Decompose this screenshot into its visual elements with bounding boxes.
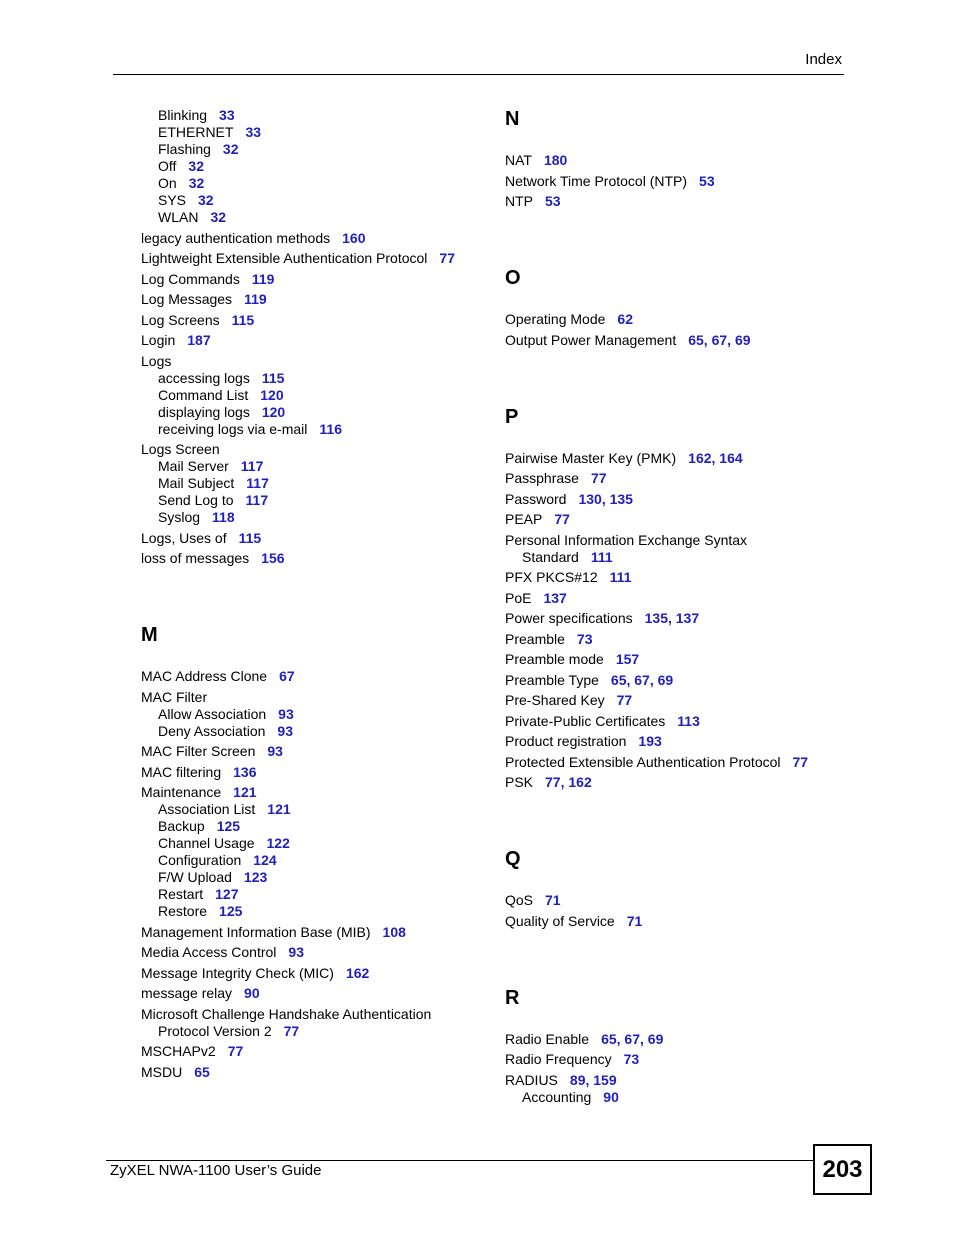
index-term: On	[158, 175, 177, 191]
page-reference-link[interactable]: 159	[593, 1071, 617, 1088]
index-entry	[141, 230, 491, 247]
index-term: Flashing	[158, 141, 211, 157]
footer-rule	[106, 1160, 815, 1161]
index-entry	[505, 913, 845, 930]
page-reference-link[interactable]: 73	[623, 1051, 640, 1067]
page-reference-link[interactable]: 117	[245, 492, 269, 508]
index-entry: Power specifications 135, 137	[505, 610, 700, 626]
index-subentry	[141, 706, 491, 723]
header-rule	[113, 74, 844, 75]
page-reference-link[interactable]: 127	[215, 886, 239, 902]
index-entry: Radio Enable 65, 67, 69	[505, 1030, 664, 1047]
page-reference-link[interactable]: 93	[288, 944, 304, 960]
index-subentry	[141, 1023, 491, 1040]
index-entry	[141, 1043, 491, 1060]
page-reference-link[interactable]: 119	[251, 270, 275, 287]
index-entry	[505, 651, 845, 668]
index-subentry	[141, 852, 491, 869]
index-entry	[505, 733, 845, 750]
index-entry	[141, 985, 491, 1002]
index-term: Allow Association	[158, 705, 267, 722]
index-term: Backup	[158, 818, 205, 834]
page-reference-link[interactable]: 162	[568, 774, 592, 790]
page-reference-link[interactable]: 32	[222, 141, 239, 157]
page-number-box	[813, 1144, 872, 1195]
index-term: Restore	[158, 903, 208, 919]
index-subentry	[141, 192, 491, 209]
index-term: Mail Subject	[158, 475, 235, 491]
index-term: Log Commands	[141, 270, 240, 287]
index-term: Preamble mode	[505, 651, 604, 667]
page-reference-link[interactable]: 65	[194, 1063, 210, 1080]
index-entry: PSK 77, 162	[505, 774, 592, 790]
index-term: Private-Public Certificates	[505, 712, 666, 729]
page-reference-link[interactable]: 160	[342, 229, 366, 246]
index-term: Deny Association	[158, 722, 266, 739]
page-reference-link[interactable]: 53	[545, 193, 561, 209]
page-reference-link[interactable]: 187	[187, 332, 211, 348]
index-subentry	[505, 549, 845, 566]
index-term: ETHERNET	[158, 124, 234, 140]
page-reference-link[interactable]: 113	[677, 712, 700, 729]
page-reference-link[interactable]: 125	[219, 903, 243, 919]
page-reference-link[interactable]: 123	[243, 869, 268, 885]
index-term: Syslog	[158, 509, 201, 525]
index-entry	[505, 1051, 845, 1068]
index-term: Preamble	[505, 630, 565, 647]
page-reference-link[interactable]: 115	[261, 369, 285, 386]
index-term: Pairwise Master Key (PMK)	[505, 449, 677, 466]
index-term: legacy authentication methods	[141, 229, 331, 246]
index-entry	[141, 550, 491, 567]
page-reference-link[interactable]: 193	[638, 733, 662, 749]
index-subentry	[141, 509, 491, 526]
index-term: Product registration	[505, 733, 627, 749]
page-reference-link[interactable]: 137	[675, 610, 700, 626]
index-term: RADIUS	[505, 1071, 558, 1088]
index-term: Network Time Protocol (NTP)	[505, 172, 688, 189]
index-entry	[505, 470, 845, 487]
index-entry	[505, 511, 845, 528]
index-entry	[141, 784, 491, 801]
index-term: loss of messages	[141, 550, 250, 566]
index-term: Radio Frequency	[505, 1051, 612, 1067]
index-entry	[141, 668, 491, 685]
index-entry	[505, 754, 845, 771]
page-number: 203	[822, 1155, 863, 1183]
index-term: Mail Server	[158, 458, 229, 474]
index-term: Send Log to	[158, 492, 234, 508]
page-reference-link[interactable]: 93	[278, 705, 294, 722]
index-entry	[141, 689, 491, 706]
page-reference-link[interactable]: 117	[246, 475, 269, 491]
page-reference-link[interactable]: 69	[647, 1030, 664, 1047]
index-entry: Password 130, 135	[505, 490, 633, 507]
index-term: Radio Enable	[505, 1030, 590, 1047]
index-subentry	[141, 458, 491, 475]
page-reference-link[interactable]: 53	[699, 172, 715, 189]
page-reference-link[interactable]: 33	[245, 124, 262, 140]
page-reference-link[interactable]: 180	[543, 152, 568, 168]
page-reference-link[interactable]: 162	[345, 964, 370, 981]
page-reference-link[interactable]: 162	[688, 449, 712, 466]
index-subentry	[141, 421, 491, 438]
index-term: Logs, Uses of	[141, 529, 227, 546]
index-subentry	[141, 492, 491, 509]
index-term: Blinking	[158, 107, 208, 123]
index-term: Configuration	[158, 852, 242, 868]
page-reference-link[interactable]: 73	[576, 630, 593, 647]
index-term: NTP	[505, 193, 533, 209]
index-entry: Preamble Type 65, 67, 69	[505, 671, 674, 688]
page-reference-link[interactable]: 135	[644, 610, 668, 626]
index-column-right	[505, 107, 845, 1106]
index-term: Microsoft Challenge Handshake Authentication	[141, 1005, 432, 1022]
index-entry	[505, 590, 845, 607]
page-reference-link[interactable]: 32	[210, 209, 227, 225]
index-term: Restart	[158, 886, 204, 902]
page-reference-link[interactable]: 33	[219, 107, 235, 123]
index-entry	[505, 713, 845, 730]
index-entry	[141, 924, 491, 941]
index-term: Personal Information Exchange Syntax	[505, 531, 748, 548]
page-reference-link[interactable]: 111	[590, 548, 613, 565]
index-subentry	[141, 387, 491, 404]
page-reference-link[interactable]: 77	[545, 774, 561, 790]
index-subentry	[141, 209, 491, 226]
index-term: MSCHAPv2	[141, 1043, 216, 1059]
index-entry	[505, 892, 845, 909]
page-reference-link[interactable]: 65	[610, 671, 627, 688]
index-term: Maintenance	[141, 784, 222, 800]
index-entry	[141, 353, 491, 370]
index-entry	[141, 530, 491, 547]
index-term: F/W Upload	[158, 869, 232, 885]
index-term: Log Screens	[141, 311, 220, 328]
index-subentry	[505, 1089, 845, 1106]
index-letter-heading: N	[505, 108, 520, 130]
index-letter-heading: Q	[505, 848, 521, 870]
page-reference-link[interactable]: 111	[609, 569, 632, 585]
index-term: accessing logs	[158, 369, 250, 386]
page-reference-link[interactable]: 32	[188, 175, 205, 191]
index-entry	[141, 271, 491, 288]
index-entry	[505, 631, 845, 648]
index-entry	[141, 743, 491, 760]
page-reference-link[interactable]: 137	[543, 589, 567, 606]
index-entry	[505, 173, 845, 190]
page-reference-link[interactable]: 77	[439, 250, 455, 266]
index-term: WLAN	[158, 209, 199, 225]
index-term: Logs Screen	[141, 441, 220, 457]
page-reference-link[interactable]: 93	[277, 722, 293, 739]
index-term: Quality of Service	[505, 912, 615, 929]
index-entry: RADIUS 89, 159	[505, 1071, 617, 1088]
index-subentry	[141, 869, 491, 886]
index-term: Lightweight Extensible Authentication Protocol	[141, 250, 428, 266]
index-term: PSK	[505, 774, 534, 790]
index-term: receiving logs via e-mail	[158, 420, 308, 437]
index-term: Pre-Shared Key	[505, 692, 605, 708]
page-reference-link[interactable]: 62	[617, 311, 633, 327]
page-reference-link[interactable]: 118	[212, 509, 235, 525]
index-term: Preamble Type	[505, 671, 599, 688]
page-reference-link[interactable]: 121	[233, 784, 257, 800]
index-term: MSDU	[141, 1063, 183, 1080]
page-reference-link[interactable]: 135	[609, 490, 633, 507]
index-entry	[141, 944, 491, 961]
index-term: Login	[141, 332, 176, 348]
page-reference-link[interactable]: 164	[719, 449, 743, 466]
page-reference-link[interactable]: 120	[261, 403, 286, 420]
index-term: Power specifications	[505, 610, 633, 626]
index-letter-heading: R	[505, 986, 520, 1009]
index-entry	[141, 1006, 491, 1023]
index-subentry	[141, 801, 491, 818]
page-reference-link[interactable]: 77	[283, 1022, 300, 1039]
index-entry: Pairwise Master Key (PMK) 162, 164	[505, 449, 743, 466]
index-entry	[141, 332, 491, 349]
index-subentry	[141, 404, 491, 421]
index-subentry	[141, 723, 491, 740]
index-term: Output Power Management	[505, 331, 677, 348]
page-reference-link[interactable]: 119	[244, 291, 267, 307]
index-term: Management Information Base (MIB)	[141, 923, 371, 940]
page-reference-link[interactable]: 71	[545, 892, 561, 908]
index-entry	[505, 152, 845, 169]
index-column-left	[141, 107, 491, 1081]
index-entry	[141, 1064, 491, 1081]
page-reference-link[interactable]: 69	[657, 671, 674, 688]
index-term: PEAP	[505, 511, 543, 527]
index-entry	[141, 291, 491, 308]
index-term: QoS	[505, 892, 534, 908]
index-term: Log Messages	[141, 291, 233, 307]
header-section-label: Index	[805, 51, 842, 68]
page-reference-link[interactable]: 77	[590, 470, 607, 486]
index-term: PFX PKCS#12	[505, 569, 598, 585]
index-subentry	[141, 835, 491, 852]
index-term: Password	[505, 490, 567, 507]
index-subentry	[141, 886, 491, 903]
page-reference-link[interactable]: 124	[253, 852, 277, 868]
page-reference-link[interactable]: 156	[261, 550, 285, 566]
page-reference-link[interactable]: 67	[711, 331, 728, 348]
index-entry	[505, 193, 845, 210]
page-reference-link[interactable]: 32	[198, 192, 214, 208]
page-reference-link[interactable]: 77	[616, 692, 633, 708]
footer-title: ZyXEL NWA-1100 User’s Guide	[110, 1162, 322, 1179]
index-term: Accounting	[522, 1088, 592, 1105]
page-reference-link[interactable]: 77	[227, 1043, 244, 1059]
page-reference-link[interactable]: 32	[188, 158, 204, 174]
page-reference-link[interactable]: 121	[267, 801, 291, 817]
index-subentry	[141, 903, 491, 920]
index-entry: Output Power Management 65, 67, 69	[505, 331, 751, 348]
index-term: Command List	[158, 386, 249, 403]
index-entry	[505, 569, 845, 586]
index-entry	[141, 312, 491, 329]
index-term: Protected Extensible Authentication Protocol	[505, 753, 781, 770]
page-reference-link[interactable]: 117	[240, 458, 264, 474]
page-reference-link[interactable]: 108	[382, 923, 406, 940]
index-term: Channel Usage	[158, 835, 255, 851]
index-subentry	[141, 107, 491, 124]
index-term: Standard	[522, 548, 579, 565]
page-reference-link[interactable]: 116	[319, 420, 342, 437]
page-reference-link[interactable]: 89	[569, 1071, 586, 1088]
index-term: Message Integrity Check (MIC)	[141, 964, 334, 981]
index-term: displaying logs	[158, 403, 250, 420]
page-reference-link[interactable]: 90	[244, 985, 260, 1001]
index-entry	[505, 532, 845, 549]
page-reference-link[interactable]: 93	[267, 743, 283, 759]
page-reference-link[interactable]: 115	[231, 311, 255, 328]
index-subentry	[141, 818, 491, 835]
page-reference-link[interactable]: 136	[233, 763, 257, 780]
index-entry	[141, 441, 491, 458]
index-entry	[141, 250, 491, 267]
page-reference-link[interactable]: 157	[615, 651, 640, 667]
index-term: Passphrase	[505, 470, 579, 486]
index-letter-heading: M	[141, 624, 158, 646]
index-subentry	[141, 475, 491, 492]
index-term: SYS	[158, 192, 187, 208]
page-reference-link[interactable]: 67	[279, 668, 295, 684]
index-letter-heading: P	[505, 405, 519, 428]
page-reference-link[interactable]: 77	[554, 511, 570, 527]
page-reference-link[interactable]: 90	[603, 1088, 619, 1105]
page-reference-link[interactable]: 120	[260, 386, 284, 403]
index-term: MAC Filter	[141, 688, 208, 705]
index-term: PoE	[505, 589, 532, 606]
index-entry	[505, 692, 845, 709]
page-reference-link[interactable]: 67	[624, 1030, 640, 1047]
index-term: MAC Filter Screen	[141, 743, 256, 759]
page-reference-link[interactable]: 71	[626, 912, 643, 929]
page-reference-link[interactable]: 65	[688, 331, 704, 348]
index-subentry	[141, 141, 491, 158]
index-term: MAC filtering	[141, 763, 222, 780]
index-term: Logs	[141, 352, 172, 369]
index-subentry	[141, 175, 491, 192]
index-term: Off	[158, 158, 177, 174]
index-term: message relay	[141, 985, 233, 1001]
index-term: Operating Mode	[505, 311, 606, 327]
page-reference-link[interactable]: 65	[601, 1030, 617, 1047]
index-letter-heading: O	[505, 267, 521, 289]
page-reference-link[interactable]: 130	[578, 490, 602, 507]
page-reference-link[interactable]: 125	[216, 818, 241, 834]
index-term: MAC Address Clone	[141, 668, 268, 684]
index-entry	[141, 764, 491, 781]
page-reference-link[interactable]: 77	[792, 753, 809, 770]
index-subentry	[141, 370, 491, 387]
index-term: Association List	[158, 801, 256, 817]
page-reference-link[interactable]: 69	[734, 331, 751, 348]
index-entry	[141, 965, 491, 982]
page-reference-link[interactable]: 67	[634, 671, 650, 688]
index-term: Media Access Control	[141, 944, 277, 960]
page-reference-link[interactable]: 115	[238, 529, 262, 546]
index-subentry	[141, 158, 491, 175]
index-term: NAT	[505, 152, 532, 168]
index-subentry	[141, 124, 491, 141]
index-entry	[505, 311, 845, 328]
page-reference-link[interactable]: 122	[266, 835, 290, 851]
index-term: Protocol Version 2	[158, 1022, 272, 1039]
